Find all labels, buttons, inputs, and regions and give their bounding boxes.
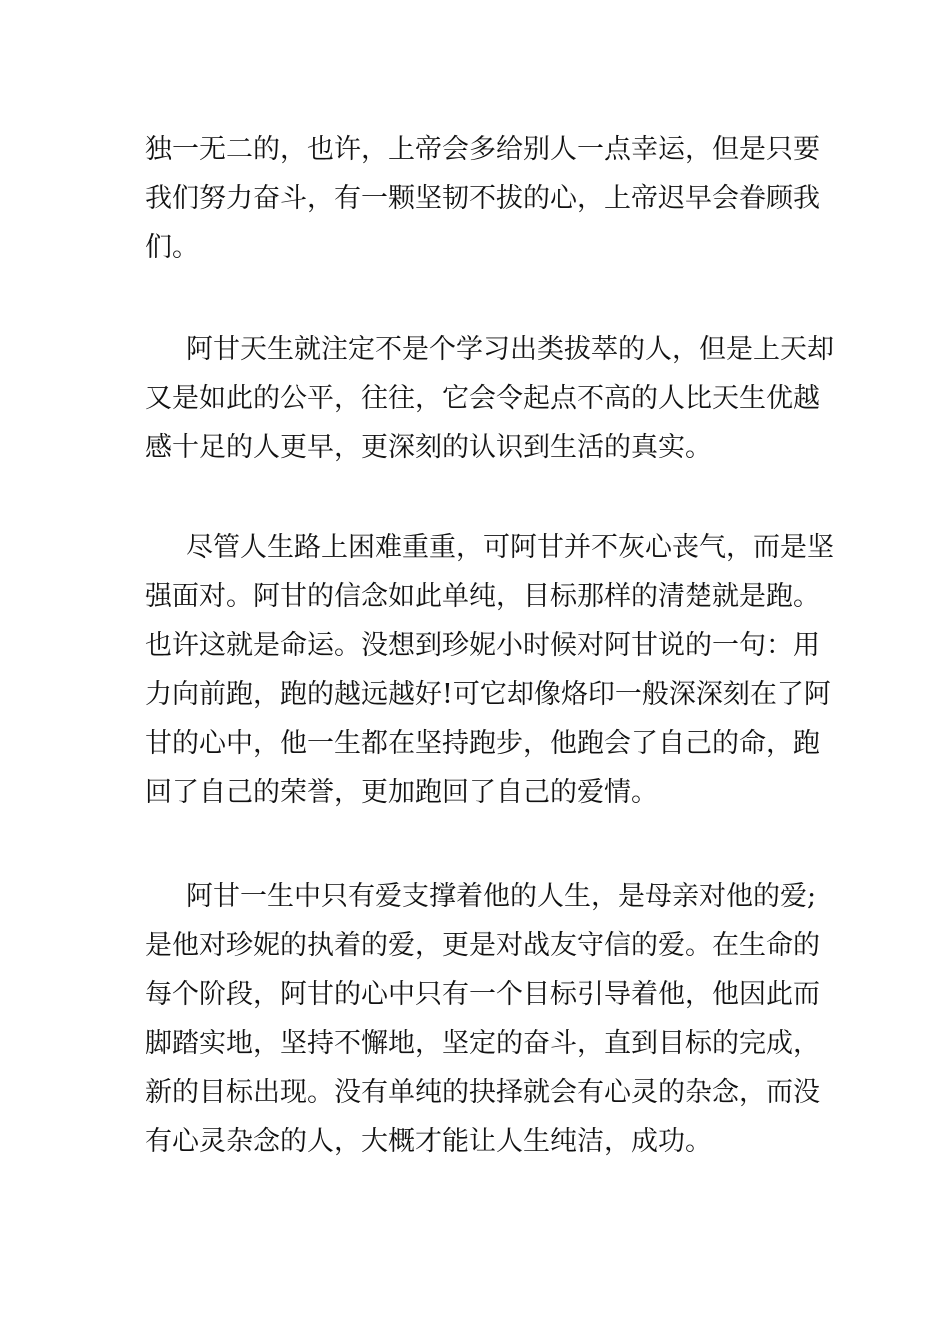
text-line: 是他对珍妮的执着的爱，更是对战友守信的爱。在生命的 <box>145 930 820 961</box>
text-line: 我们努力奋斗，有一颗坚韧不拔的心，上帝迟早会眷顾我 <box>145 183 820 214</box>
paragraph-2 <box>145 325 834 472</box>
text-line: 又是如此的公平，往往，它会令起点不高的人比天生优越 <box>145 383 820 414</box>
text-line: 回了自己的荣誉，更加跑回了自己的爱情。 <box>145 777 658 808</box>
paragraph-4 <box>145 872 820 1166</box>
text-line: 力向前跑，跑的越远越好!可它却像烙印一般深深刻在了阿 <box>145 679 831 710</box>
text-line: 脚踏实地，坚持不懈地，坚定的奋斗，直到目标的完成， <box>145 1028 820 1059</box>
text-line: 每个阶段，阿甘的心中只有一个目标引导着他，他因此而 <box>145 979 820 1010</box>
text-line: 有心灵杂念的人，大概才能让人生纯洁，成功。 <box>145 1126 712 1157</box>
paragraph-3 <box>145 523 834 817</box>
text-line: 们。 <box>145 232 199 263</box>
text-line: 强面对。阿甘的信念如此单纯，目标那样的清楚就是跑。 <box>145 581 820 612</box>
text-line: 尽管人生路上困难重重，可阿甘并不灰心丧气，而是坚 <box>186 532 834 563</box>
text-line: 感十足的人更早，更深刻的认识到生活的真实。 <box>145 432 712 463</box>
text-line: 独一无二的，也许，上帝会多给别人一点幸运，但是只要 <box>145 134 820 165</box>
text-line: 甘的心中，他一生都在坚持跑步，他跑会了自己的命，跑 <box>145 728 820 759</box>
text-line: 阿甘一生中只有爱支撑着他的人生，是母亲对他的爱; <box>186 881 817 912</box>
text-line: 也许这就是命运。没想到珍妮小时候对阿甘说的一句：用 <box>145 630 820 661</box>
text-line: 新的目标出现。没有单纯的抉择就会有心灵的杂念，而没 <box>145 1077 820 1108</box>
text-line: 阿甘天生就注定不是个学习出类拔萃的人，但是上天却 <box>186 334 834 365</box>
paragraph-1 <box>145 125 820 272</box>
